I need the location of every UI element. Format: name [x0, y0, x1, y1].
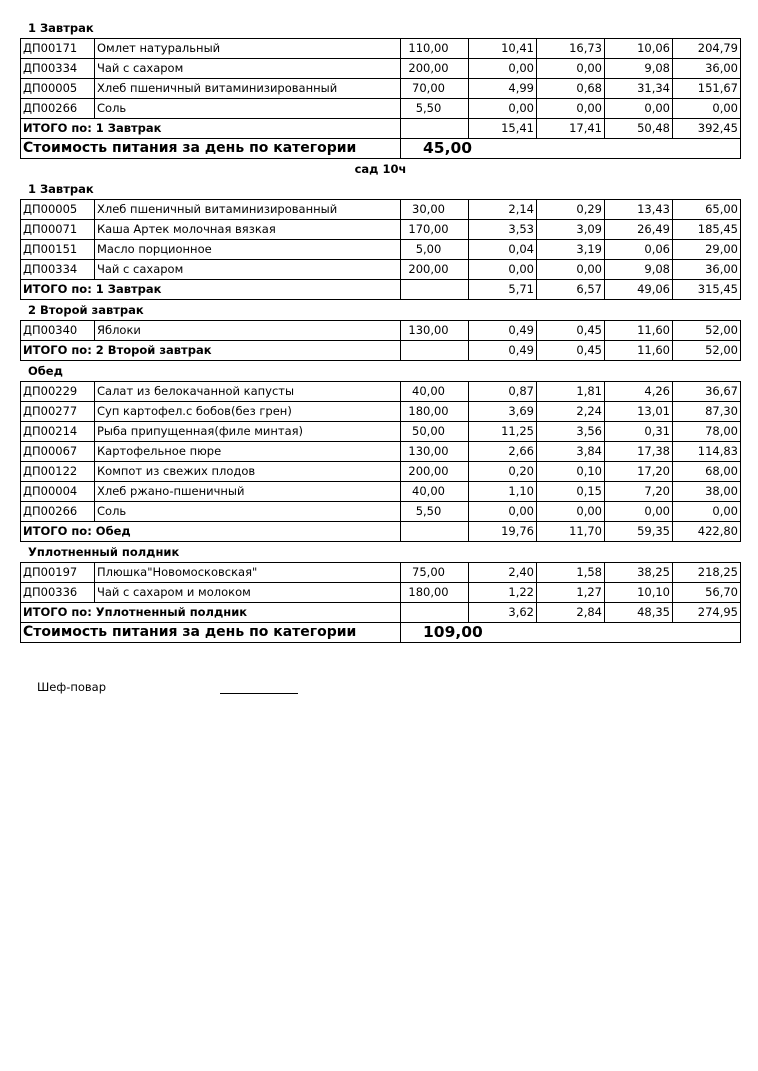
total-row [21, 280, 741, 300]
kcal-value: 78,00 [673, 422, 741, 442]
fat-value: 1,58 [537, 563, 605, 583]
table-row [21, 563, 741, 583]
dish-weight: 5,00 [401, 240, 469, 260]
total-protein: 19,76 [469, 522, 537, 542]
kcal-value: 185,45 [673, 220, 741, 240]
total-row [21, 341, 741, 361]
total-carbs: 50,48 [605, 119, 673, 139]
fat-value: 0,45 [537, 321, 605, 341]
cost-row [21, 139, 741, 159]
fat-value: 3,84 [537, 442, 605, 462]
dish-weight: 70,00 [401, 79, 469, 99]
cost-value: 45,00 [401, 139, 741, 159]
protein-value: 2,40 [469, 563, 537, 583]
protein-value: 0,87 [469, 382, 537, 402]
dish-name: Салат из белокачанной капусты [95, 382, 401, 402]
protein-value: 0,00 [469, 59, 537, 79]
dish-code: ДП00266 [21, 502, 95, 522]
meal-title: 1 Завтрак [28, 182, 94, 196]
table-row [21, 200, 741, 220]
carbs-value: 9,08 [605, 260, 673, 280]
total-protein: 5,71 [469, 280, 537, 300]
kcal-value: 29,00 [673, 240, 741, 260]
carbs-value: 0,00 [605, 99, 673, 119]
carbs-value: 13,01 [605, 402, 673, 422]
total-label: ИТОГО по: 1 Завтрак [21, 119, 401, 139]
dish-weight: 130,00 [401, 321, 469, 341]
meal-table [20, 199, 741, 300]
total-kcal: 392,45 [673, 119, 741, 139]
fat-value: 3,56 [537, 422, 605, 442]
fat-value: 0,00 [537, 502, 605, 522]
dish-weight: 75,00 [401, 563, 469, 583]
table-row [21, 59, 741, 79]
table-row [21, 240, 741, 260]
kcal-value: 0,00 [673, 502, 741, 522]
fat-value: 0,29 [537, 200, 605, 220]
group-header: сад 10ч [354, 162, 407, 176]
kcal-value: 0,00 [673, 99, 741, 119]
carbs-value: 17,38 [605, 442, 673, 462]
kcal-value: 38,00 [673, 482, 741, 502]
fat-value: 1,27 [537, 583, 605, 603]
kcal-value: 65,00 [673, 200, 741, 220]
protein-value: 2,66 [469, 442, 537, 462]
dish-name: Чай с сахаром и молоком [95, 583, 401, 603]
dish-code: ДП00151 [21, 240, 95, 260]
dish-name: Хлеб пшеничный витаминизированный [95, 79, 401, 99]
total-label: ИТОГО по: 2 Второй завтрак [21, 341, 401, 361]
total-fat: 2,84 [537, 603, 605, 623]
carbs-value: 7,20 [605, 482, 673, 502]
dish-code: ДП00336 [21, 583, 95, 603]
protein-value: 0,00 [469, 99, 537, 119]
dish-name: Яблоки [95, 321, 401, 341]
total-carbs: 49,06 [605, 280, 673, 300]
table-row [21, 260, 741, 280]
protein-value: 0,00 [469, 260, 537, 280]
total-protein: 3,62 [469, 603, 537, 623]
dish-code: ДП00340 [21, 321, 95, 341]
total-row [21, 603, 741, 623]
total-weight-empty [401, 119, 469, 139]
fat-value: 2,24 [537, 402, 605, 422]
menu-document [20, 18, 741, 643]
dish-name: Омлет натуральный [95, 39, 401, 59]
dish-code: ДП00277 [21, 402, 95, 422]
table-row [21, 382, 741, 402]
total-protein: 15,41 [469, 119, 537, 139]
kcal-value: 52,00 [673, 321, 741, 341]
fat-value: 0,68 [537, 79, 605, 99]
total-label: ИТОГО по: 1 Завтрак [21, 280, 401, 300]
dish-name: Чай с сахаром [95, 59, 401, 79]
dish-name: Рыба припущенная(филе минтая) [95, 422, 401, 442]
table-row [21, 502, 741, 522]
dish-code: ДП00266 [21, 99, 95, 119]
meal-table [20, 38, 741, 159]
carbs-value: 4,26 [605, 382, 673, 402]
kcal-value: 36,00 [673, 260, 741, 280]
cost-label: Стоимость питания за день по категории [21, 139, 401, 159]
dish-code: ДП00214 [21, 422, 95, 442]
table-row [21, 79, 741, 99]
total-fat: 6,57 [537, 280, 605, 300]
total-row [21, 522, 741, 542]
table-row [21, 220, 741, 240]
carbs-value: 0,00 [605, 502, 673, 522]
dish-weight: 170,00 [401, 220, 469, 240]
protein-value: 3,53 [469, 220, 537, 240]
dish-weight: 200,00 [401, 462, 469, 482]
kcal-value: 56,70 [673, 583, 741, 603]
dish-weight: 30,00 [401, 200, 469, 220]
kcal-value: 36,00 [673, 59, 741, 79]
carbs-value: 9,08 [605, 59, 673, 79]
total-kcal: 274,95 [673, 603, 741, 623]
dish-name: Соль [95, 99, 401, 119]
table-row [21, 321, 741, 341]
kcal-value: 36,67 [673, 382, 741, 402]
table-row [21, 99, 741, 119]
total-kcal: 52,00 [673, 341, 741, 361]
protein-value: 3,69 [469, 402, 537, 422]
kcal-value: 114,83 [673, 442, 741, 462]
table-row [21, 402, 741, 422]
dish-code: ДП00122 [21, 462, 95, 482]
protein-value: 0,20 [469, 462, 537, 482]
dish-code: ДП00005 [21, 79, 95, 99]
carbs-value: 26,49 [605, 220, 673, 240]
carbs-value: 0,31 [605, 422, 673, 442]
protein-value: 11,25 [469, 422, 537, 442]
fat-value: 16,73 [537, 39, 605, 59]
meal-title: 2 Второй завтрак [28, 303, 144, 317]
signature-line [220, 693, 298, 694]
fat-value: 0,00 [537, 260, 605, 280]
protein-value: 0,04 [469, 240, 537, 260]
meal-title: Уплотненный полдник [28, 545, 180, 559]
meal-table [20, 562, 741, 643]
fat-value: 3,09 [537, 220, 605, 240]
dish-name: Каша Артек молочная вязкая [95, 220, 401, 240]
dish-code: ДП00171 [21, 39, 95, 59]
protein-value: 10,41 [469, 39, 537, 59]
dish-code: ДП00334 [21, 260, 95, 280]
dish-code: ДП00067 [21, 442, 95, 462]
total-fat: 17,41 [537, 119, 605, 139]
dish-weight: 50,00 [401, 422, 469, 442]
total-kcal: 422,80 [673, 522, 741, 542]
meal-title: 1 Завтрак [28, 21, 94, 35]
protein-value: 1,22 [469, 583, 537, 603]
table-row [21, 422, 741, 442]
fat-value: 0,15 [537, 482, 605, 502]
dish-code: ДП00004 [21, 482, 95, 502]
protein-value: 0,00 [469, 502, 537, 522]
protein-value: 0,49 [469, 321, 537, 341]
dish-code: ДП00071 [21, 220, 95, 240]
dish-name: Плюшка"Новомосковская" [95, 563, 401, 583]
total-protein: 0,49 [469, 341, 537, 361]
dish-weight: 200,00 [401, 59, 469, 79]
dish-weight: 5,50 [401, 99, 469, 119]
protein-value: 4,99 [469, 79, 537, 99]
carbs-value: 10,10 [605, 583, 673, 603]
total-fat: 0,45 [537, 341, 605, 361]
dish-name: Масло порционное [95, 240, 401, 260]
table-row [21, 482, 741, 502]
dish-code: ДП00005 [21, 200, 95, 220]
carbs-value: 38,25 [605, 563, 673, 583]
dish-weight: 130,00 [401, 442, 469, 462]
fat-value: 0,10 [537, 462, 605, 482]
total-weight-empty [401, 280, 469, 300]
total-carbs: 59,35 [605, 522, 673, 542]
meal-title: Обед [28, 364, 63, 378]
dish-weight: 200,00 [401, 260, 469, 280]
fat-value: 1,81 [537, 382, 605, 402]
total-weight-empty [401, 603, 469, 623]
chef-signature-label: Шеф-повар [37, 680, 107, 694]
dish-code: ДП00197 [21, 563, 95, 583]
carbs-value: 0,06 [605, 240, 673, 260]
carbs-value: 10,06 [605, 39, 673, 59]
table-row [21, 462, 741, 482]
fat-value: 0,00 [537, 59, 605, 79]
table-row [21, 442, 741, 462]
total-weight-empty [401, 522, 469, 542]
total-weight-empty [401, 341, 469, 361]
dish-name: Хлеб ржано-пшеничный [95, 482, 401, 502]
kcal-value: 218,25 [673, 563, 741, 583]
kcal-value: 68,00 [673, 462, 741, 482]
total-carbs: 11,60 [605, 341, 673, 361]
dish-weight: 180,00 [401, 583, 469, 603]
total-fat: 11,70 [537, 522, 605, 542]
total-kcal: 315,45 [673, 280, 741, 300]
table-row [21, 39, 741, 59]
dish-name: Суп картофел.с бобов(без грен) [95, 402, 401, 422]
dish-weight: 40,00 [401, 482, 469, 502]
dish-weight: 180,00 [401, 402, 469, 422]
total-label: ИТОГО по: Уплотненный полдник [21, 603, 401, 623]
meal-table [20, 381, 741, 542]
protein-value: 2,14 [469, 200, 537, 220]
kcal-value: 204,79 [673, 39, 741, 59]
dish-weight: 5,50 [401, 502, 469, 522]
carbs-value: 17,20 [605, 462, 673, 482]
kcal-value: 151,67 [673, 79, 741, 99]
total-carbs: 48,35 [605, 603, 673, 623]
total-row [21, 119, 741, 139]
fat-value: 3,19 [537, 240, 605, 260]
meal-table [20, 320, 741, 361]
carbs-value: 31,34 [605, 79, 673, 99]
dish-name: Соль [95, 502, 401, 522]
table-row [21, 583, 741, 603]
cost-row [21, 623, 741, 643]
dish-code: ДП00334 [21, 59, 95, 79]
fat-value: 0,00 [537, 99, 605, 119]
total-label: ИТОГО по: Обед [21, 522, 401, 542]
protein-value: 1,10 [469, 482, 537, 502]
dish-code: ДП00229 [21, 382, 95, 402]
cost-value: 109,00 [401, 623, 741, 643]
dish-weight: 40,00 [401, 382, 469, 402]
dish-weight: 110,00 [401, 39, 469, 59]
carbs-value: 13,43 [605, 200, 673, 220]
dish-name: Чай с сахаром [95, 260, 401, 280]
cost-label: Стоимость питания за день по категории [21, 623, 401, 643]
dish-name: Картофельное пюре [95, 442, 401, 462]
carbs-value: 11,60 [605, 321, 673, 341]
dish-name: Хлеб пшеничный витаминизированный [95, 200, 401, 220]
dish-name: Компот из свежих плодов [95, 462, 401, 482]
kcal-value: 87,30 [673, 402, 741, 422]
